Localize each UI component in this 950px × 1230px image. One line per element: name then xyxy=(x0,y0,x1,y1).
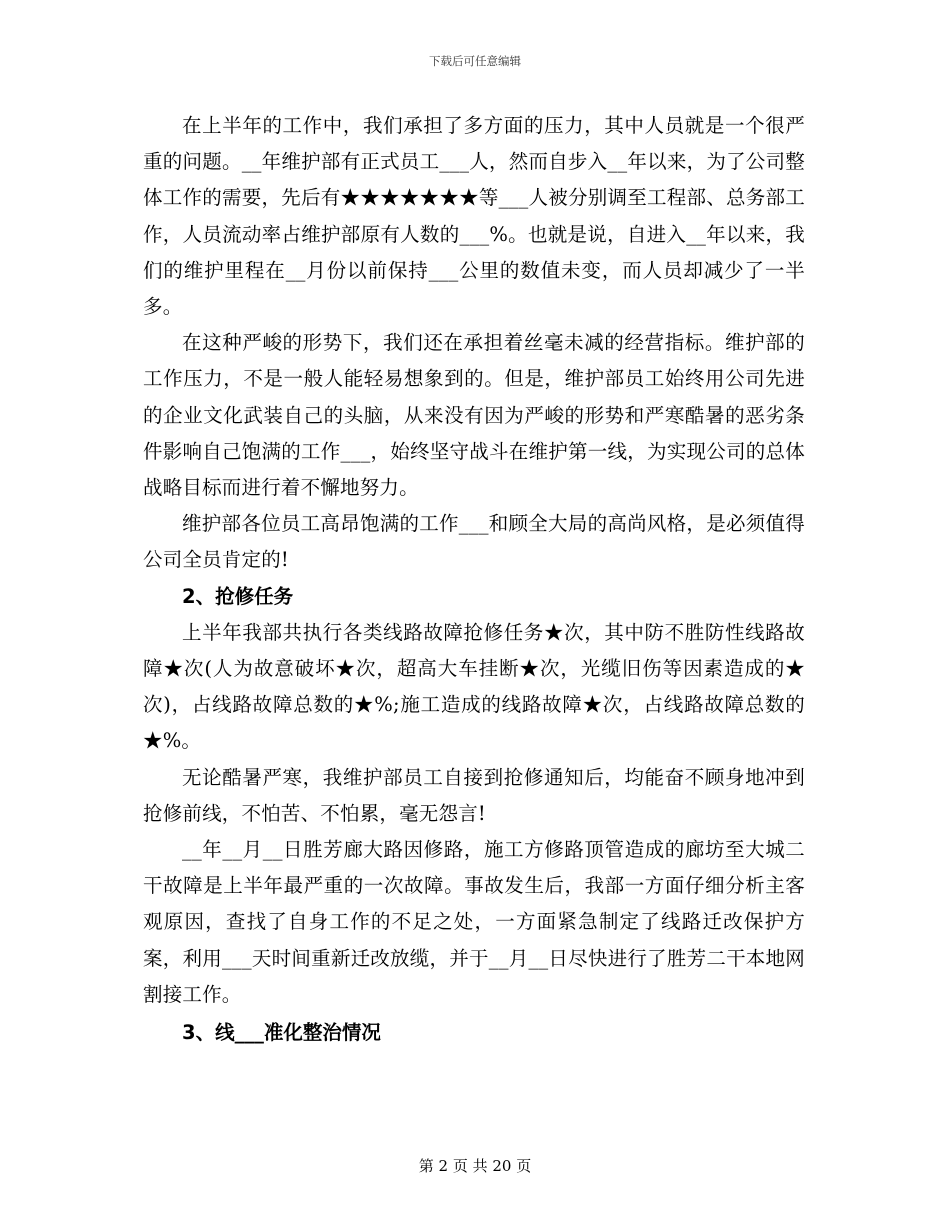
paragraph: 无论酷暑严寒，我维护部员工自接到抢修通知后，均能奋不顾身地冲到抢修前线，不怕苦、不怕累，毫无怨言! xyxy=(143,765,805,825)
page-header: 下载后可任意编辑 xyxy=(429,54,521,68)
paragraph: 维护部各位员工高昂饱满的工作___和顾全大局的高尚风格，是必须值得公司全员肯定的! xyxy=(143,512,805,572)
page-number: 第 2 页 共 20 页 xyxy=(418,1157,532,1175)
paragraph: 上半年我部共执行各类线路故障抢修任务★次，其中防不胜防性线路故障★次(人为故意破坏★次，超高大车挂断★次，光缆旧伤等因素造成的★次)，占线路故障总数的★%;施工造成的线路故障★次，占线路故障总数的★%。 xyxy=(143,620,805,753)
paragraph: __年__月__日胜芳廊大路因修路，施工方修路顶管造成的廊坊至大城二干故障是上半年最严重的一次故障。事故发生后，我部一方面仔细分析主客观原因，查找了自身工作的不足之处，一方面紧急制定了线路迁改保护方案，利用___天时间重新迁改放缆，并于__月__日尽快进行了胜芳二干本地网割接工作。 xyxy=(143,838,805,1006)
section-heading: 2、抢修任务 xyxy=(182,584,294,608)
section-heading: 3、线___准化整治情况 xyxy=(182,1021,381,1045)
paragraph: 在上半年的工作中，我们承担了多方面的压力，其中人员就是一个很严重的问题。__年维护部有正式员工___人，然而自步入__年以来，为了公司整体工作的需要，先后有★★★★★★★等___人被分别调至工程部、总务部工作，人员流动率占维护部原有人数的___%。也就是说，自进入__年以来，我们的维护里程在__月份以前保持___公里的数值未变，而人员却减少了一半多。 xyxy=(143,114,805,319)
document-body xyxy=(143,108,805,1051)
paragraph: 在这种严峻的形势下，我们还在承担着丝毫未减的经营指标。维护部的工作压力，不是一般人能轻易想象到的。但是，维护部员工始终用公司先进的企业文化武装自己的头脑，从来没有因为严峻的形势和严寒酷暑的恶劣条件影响自己饱满的工作___，始终坚守战斗在维护第一线，为实现公司的总体战略目标而进行着不懈地努力。 xyxy=(143,331,805,500)
